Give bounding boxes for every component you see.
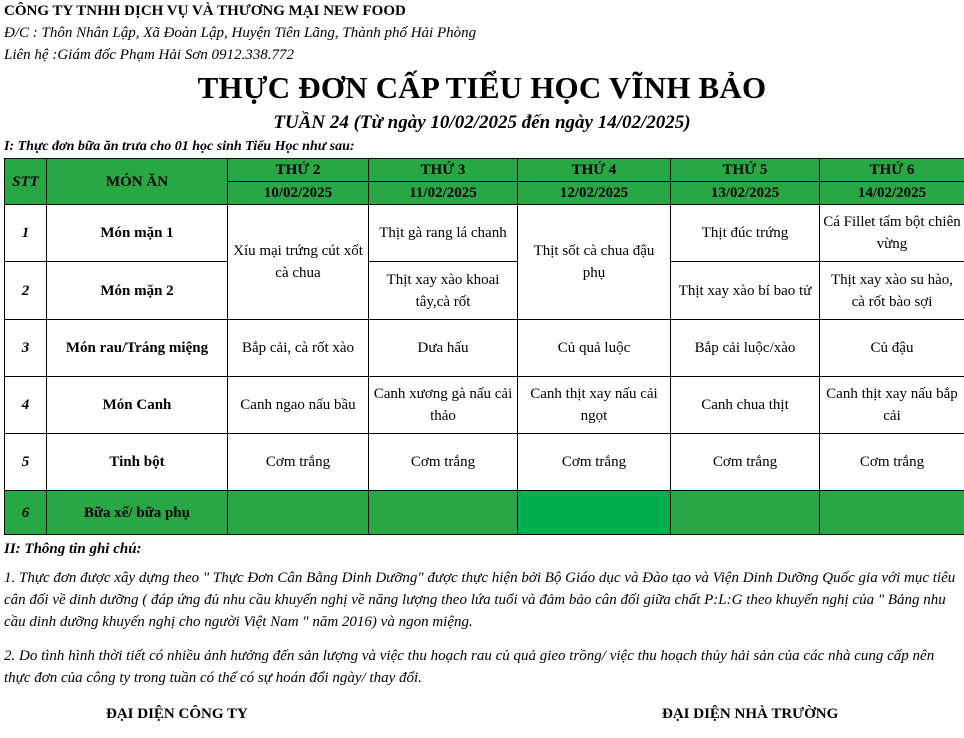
col-header-day: THỨ 2 — [228, 159, 369, 182]
menu-cell: Thịt xay xào bí bao tử — [671, 262, 820, 320]
row-dish-name: Món mặn 1 — [47, 205, 228, 262]
header-row-days — [5, 159, 964, 182]
menu-cell-empty — [369, 491, 518, 535]
menu-cell: Thịt sốt cà chua đậu phụ — [518, 205, 671, 320]
menu-cell: Thịt xay xào su hào, cà rốt bào sợi — [820, 262, 964, 320]
menu-cell: Thịt đúc trứng — [671, 205, 820, 262]
menu-cell: Bắp cải luộc/xào — [671, 320, 820, 377]
col-header-day: THỨ 6 — [820, 159, 964, 182]
menu-cell: Xíu mại trứng cút xốt cà chua — [228, 205, 369, 320]
col-header-date: 14/02/2025 — [820, 182, 964, 205]
col-header-date: 10/02/2025 — [228, 182, 369, 205]
menu-cell: Canh xương gà nấu cải thảo — [369, 377, 518, 434]
menu-cell: Thịt xay xào khoai tây,cà rốt — [369, 262, 518, 320]
menu-cell: Canh thịt xay nấu bắp cải — [820, 377, 964, 434]
note-1: 1. Thực đơn được xây dựng theo " Thực Đơn Cân Bằng Dinh Dưỡng" được thực hiện bởi Bộ Giáo dục và Đào tạo và Viện Dinh Dưỡng Quốc gia với mục tiêu cân đối về dinh dưỡng ( đáp ứng đủ nhu cầu khuyến nghị về năng lượng theo lứa tuổi và đảm bảo cân đối giữa chất P:L:G theo khuyến nghị của " Bảng nhu cầu dinh dưỡng khuyến nghị cho người Việt Nam " năm 2016) và ngon miệng. — [4, 570, 956, 630]
table-row — [5, 377, 964, 434]
table-row — [5, 434, 964, 491]
row-dish-name: Bữa xế/ bữa phụ — [47, 491, 228, 535]
col-header-date: 12/02/2025 — [518, 182, 671, 205]
table-row — [5, 262, 964, 320]
row-stt: 4 — [5, 377, 47, 434]
table-row — [5, 320, 964, 377]
menu-cell: Dưa hấu — [369, 320, 518, 377]
row-dish-name: Tinh bột — [47, 434, 228, 491]
menu-cell: Cá Fillet tẩm bột chiên vừng — [820, 205, 964, 262]
menu-cell: Bắp cải, cà rốt xào — [228, 320, 369, 377]
table-row — [5, 491, 964, 535]
menu-cell-empty — [671, 491, 820, 535]
menu-cell: Cơm trắng — [518, 434, 671, 491]
row-stt: 6 — [5, 491, 47, 535]
company-name: CÔNG TY TNHH DỊCH VỤ VÀ THƯƠNG MẠI NEW FOOD — [4, 3, 406, 19]
row-stt: 5 — [5, 434, 47, 491]
company-address: Đ/C : Thôn Nhân Lập, Xã Đoàn Lập, Huyện Tiên Lãng, Thành phố Hải Phòng — [4, 25, 477, 41]
col-header-stt: STT — [5, 159, 47, 205]
signature-company: ĐẠI DIỆN CÔNG TY — [106, 706, 248, 722]
signature-school: ĐẠI DIỆN NHÀ TRƯỜNG — [662, 706, 839, 722]
col-header-date: 11/02/2025 — [369, 182, 518, 205]
row-stt: 2 — [5, 262, 47, 320]
menu-cell-empty — [820, 491, 964, 535]
col-header-dish: MÓN ĂN — [47, 159, 228, 205]
menu-cell: Củ quả luộc — [518, 320, 671, 377]
company-contact: Liên hệ :Giám đốc Phạm Hải Sơn 0912.338.772 — [4, 47, 295, 63]
menu-cell: Cơm trắng — [369, 434, 518, 491]
menu-cell: Cơm trắng — [228, 434, 369, 491]
col-header-day: THỨ 3 — [369, 159, 518, 182]
menu-cell: Canh chua thịt — [671, 377, 820, 434]
menu-cell-empty — [518, 491, 671, 535]
row-dish-name: Món rau/Tráng miệng — [47, 320, 228, 377]
col-header-day: THỨ 4 — [518, 159, 671, 182]
menu-cell: Cơm trắng — [671, 434, 820, 491]
section-1-heading: I: Thực đơn bữa ăn trưa cho 01 học sinh Tiểu Học như sau: — [4, 139, 355, 154]
row-dish-name: Món Canh — [47, 377, 228, 434]
menu-cell-empty — [228, 491, 369, 535]
menu-table — [4, 158, 964, 535]
menu-cell: Thịt gà rang lá chanh — [369, 205, 518, 262]
col-header-day: THỨ 5 — [671, 159, 820, 182]
menu-cell: Củ đậu — [820, 320, 964, 377]
menu-cell: Canh ngao nấu bầu — [228, 377, 369, 434]
col-header-date: 13/02/2025 — [671, 182, 820, 205]
week-subtitle: TUẦN 24 (Từ ngày 10/02/2025 đến ngày 14/02/2025) — [273, 112, 691, 133]
row-dish-name: Món mặn 2 — [47, 262, 228, 320]
menu-cell: Cơm trắng — [820, 434, 964, 491]
page-title: THỰC ĐƠN CẤP TIỂU HỌC VĨNH BẢO — [197, 70, 767, 105]
menu-cell: Canh thịt xay nấu cải ngọt — [518, 377, 671, 434]
note-2: 2. Do tình hình thời tiết có nhiều ảnh hưởng đến sản lượng và việc thu hoạch rau củ quả gieo trồng/ việc thu hoạch thủy hải sản của các nhà cung cấp nên thực đơn của công ty trong tuần có thể có sự hoán đổi ngày/ thay đổi. — [4, 648, 935, 686]
row-stt: 1 — [5, 205, 47, 262]
section-2-heading: II: Thông tin ghi chú: — [4, 541, 142, 557]
table-row — [5, 205, 964, 262]
row-stt: 3 — [5, 320, 47, 377]
